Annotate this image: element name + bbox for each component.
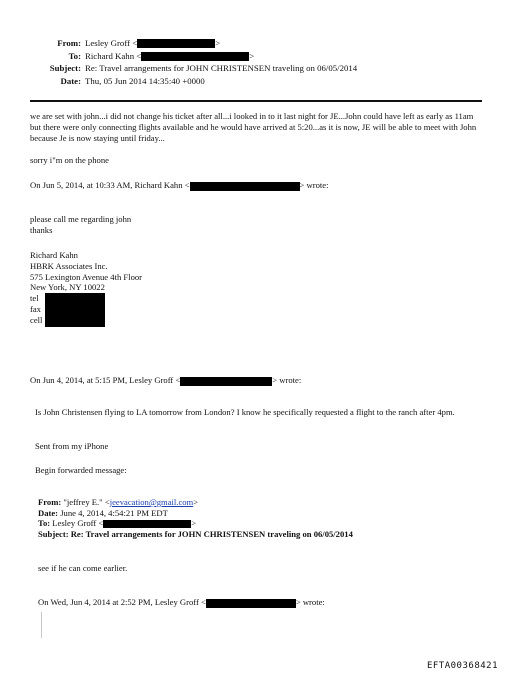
redaction-box: [180, 377, 272, 386]
redaction-box: [103, 520, 191, 528]
sent-from: Sent from my iPhone: [35, 441, 109, 451]
date-value: Thu, 05 Jun 2014 14:35:40 +0000: [85, 75, 205, 86]
fwd-email-link[interactable]: jeevacation@gmail.com: [109, 497, 194, 507]
to-value: Richard Kahn < >: [85, 50, 255, 61]
message-sorry: sorry i"m on the phone: [30, 155, 109, 165]
redaction-box: [190, 182, 300, 191]
signature-company: HBRK Associates Inc.: [30, 260, 108, 271]
redaction-box: [45, 293, 105, 327]
header-subject-row: [0, 62, 512, 75]
to-label: To:: [68, 50, 81, 61]
signature-address1: 575 Lexington Avenue 4th Floor: [30, 271, 143, 282]
quote2-text: Is John Christensen flying to LA tomorrow from London? I know he specifically requested a flight to the ranch after 4pm.: [35, 407, 455, 417]
forwarded-header: [38, 497, 353, 539]
fwd-from-row: From: "jeffrey E." <jeevacation@gmail.com>: [38, 497, 199, 507]
begin-forwarded: Begin forwarded message:: [35, 465, 127, 475]
header-from-row: [0, 37, 512, 50]
quote-attribution-2: On Jun 4, 2014, at 5:15 PM, Lesley Groff < > wrote:: [30, 375, 302, 385]
quote-attribution-3: On Wed, Jun 4, 2014 at 2:52 PM, Lesley Groff < > wrote:: [38, 597, 325, 607]
fwd-to-row: To: Lesley Groff < >: [38, 518, 197, 528]
from-label: From:: [57, 38, 81, 48]
header-divider: [30, 100, 482, 102]
signature-cell: cell: [30, 314, 43, 325]
bates-number: EFTA00368421: [426, 661, 498, 671]
quote-attribution-1: On Jun 5, 2014, at 10:33 AM, Richard Kahn < > wrote:: [30, 180, 329, 190]
signature-address2: New York, NY 10022: [30, 282, 105, 293]
fwd-subject-row: Subject: Re: Travel arrangements for JOHN CHRISTENSEN traveling on 06/05/2014: [38, 528, 353, 539]
forwarded-note: see if he can come earlier.: [38, 563, 128, 573]
quote-bar: [41, 612, 42, 638]
email-header: [0, 37, 512, 87]
date-label: Date:: [60, 75, 81, 86]
signature-name: Richard Kahn: [30, 250, 78, 260]
message-paragraph: we are set with john...i did not change his ticket after all...i looked in to it last night for JE...John could have left as early as 11am but there were only connecting flights available and he would have arrived at 5:20...as it is now, JE will be able to meet with John because Je is now staying until friday...: [30, 111, 477, 143]
quote1-line1: please call me regarding john: [30, 214, 132, 224]
quote1-line2: thanks: [30, 225, 53, 235]
subject-label: Subject:: [49, 63, 81, 73]
header-date-row: [0, 75, 512, 88]
signature-fax: fax: [30, 303, 41, 314]
subject-value: Re: Travel arrangements for JOHN CHRISTENSEN traveling on 06/05/2014: [85, 63, 358, 73]
from-value: Lesley Groff < >: [85, 38, 221, 48]
fwd-date-row: Date: June 4, 2014, 4:54:21 PM EDT: [38, 507, 168, 518]
redaction-box: [137, 39, 215, 48]
header-to-row: [0, 50, 512, 63]
redaction-box: [206, 599, 296, 608]
signature-tel: tel: [30, 293, 39, 304]
redaction-box: [141, 52, 249, 61]
